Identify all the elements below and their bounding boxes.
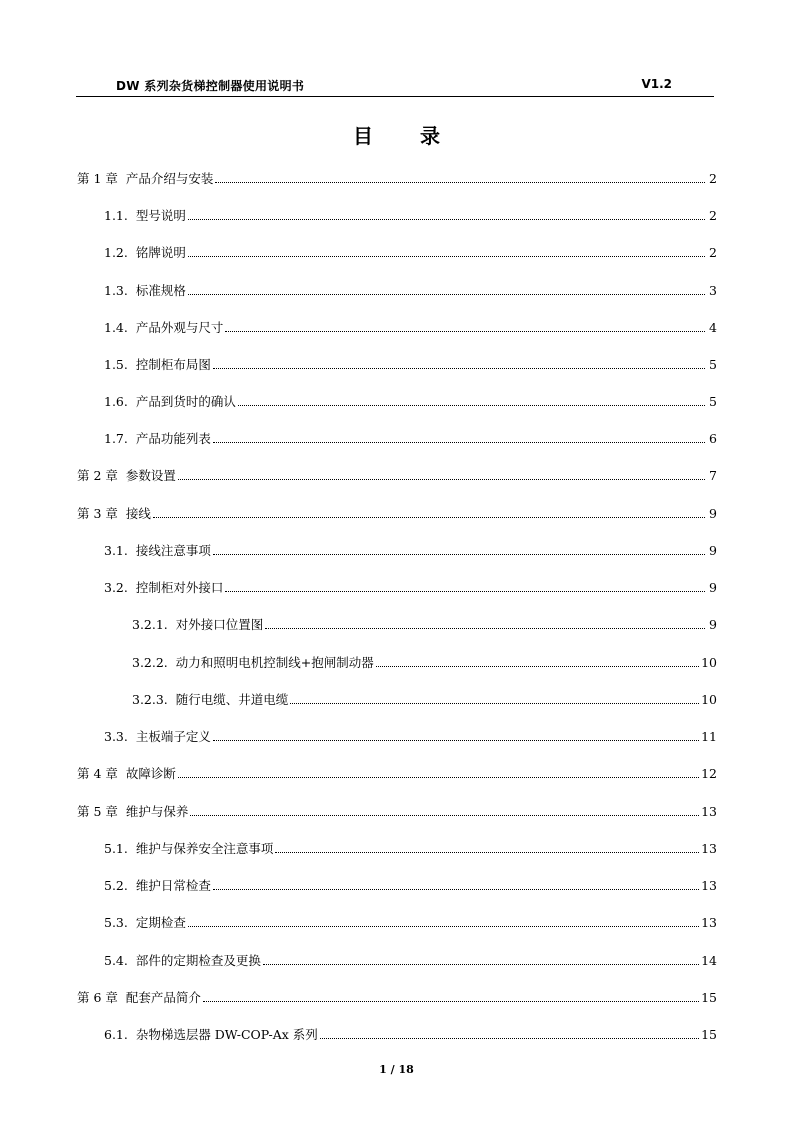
toc-entry[interactable] xyxy=(77,766,717,782)
toc-entry[interactable] xyxy=(77,468,717,484)
dot-leader xyxy=(178,776,699,778)
toc-entry-number: 第 1 章 xyxy=(77,171,126,186)
toc-entry-page: 9 xyxy=(709,506,717,521)
dot-leader xyxy=(290,702,699,704)
toc-entry-number: 1.6. xyxy=(104,394,136,409)
toc-entry-page: 13 xyxy=(701,915,717,930)
toc-entry[interactable] xyxy=(77,171,717,187)
toc-entry-page: 9 xyxy=(709,580,717,595)
document-title: DW 系列杂货梯控制器使用说明书 xyxy=(116,79,305,93)
version-label: V1.2 xyxy=(641,77,672,91)
toc-entry-number: 第 5 章 xyxy=(77,804,126,819)
toc-entry[interactable] xyxy=(132,655,717,671)
toc-entry-title: 对外接口位置图 xyxy=(175,617,264,632)
toc-entry-page: 4 xyxy=(709,320,717,335)
toc-entry-number: 5.2. xyxy=(104,878,136,893)
toc-entry-number: 1.4. xyxy=(104,320,136,335)
toc-entry-title: 部件的定期检查及更换 xyxy=(135,953,261,968)
toc-entry[interactable] xyxy=(104,431,717,447)
dot-leader xyxy=(265,627,705,629)
toc-entry-title: 随行电缆、井道电缆 xyxy=(175,692,289,707)
toc-entry[interactable] xyxy=(104,915,717,931)
dot-leader xyxy=(188,925,699,927)
toc-entry-page: 12 xyxy=(701,766,717,781)
toc-entry-number: 1.1. xyxy=(104,208,136,223)
toc-entry-title: 产品功能列表 xyxy=(135,431,211,446)
toc-entry-page: 5 xyxy=(709,394,717,409)
toc-entry-number: 第 4 章 xyxy=(77,766,126,781)
toc-entry-title: 产品介绍与安装 xyxy=(125,171,214,186)
toc-entry[interactable] xyxy=(104,245,717,261)
toc-entry-page: 11 xyxy=(701,729,717,744)
toc-entry-number: 3.2.3. xyxy=(132,692,176,707)
toc-entry[interactable] xyxy=(104,878,717,894)
dot-leader xyxy=(263,963,699,965)
toc-entry-page: 2 xyxy=(709,171,717,186)
toc-entry[interactable] xyxy=(132,617,717,633)
toc-entry-title: 维护日常检查 xyxy=(135,878,211,893)
toc-entry-title: 定期检查 xyxy=(135,915,186,930)
toc-entry[interactable] xyxy=(104,580,717,596)
toc-entry-number: 第 3 章 xyxy=(77,506,126,521)
toc-heading: 目 录 xyxy=(353,124,460,148)
page-header xyxy=(76,75,714,97)
dot-leader xyxy=(215,181,705,183)
toc-entry-page: 14 xyxy=(701,953,717,968)
page-number-footer: 1 / 18 xyxy=(379,1063,414,1076)
toc-entry-page: 13 xyxy=(701,804,717,819)
toc-entry-title: 配套产品简介 xyxy=(125,990,201,1005)
toc-entry-page: 6 xyxy=(709,431,717,446)
toc-entry-page: 2 xyxy=(709,208,717,223)
toc-entry-page: 7 xyxy=(709,468,717,483)
toc-entry-page: 10 xyxy=(701,692,717,707)
dot-leader xyxy=(190,814,699,816)
dot-leader xyxy=(238,404,705,406)
toc-entry-number: 1.2. xyxy=(104,245,136,260)
dot-leader xyxy=(320,1037,699,1039)
toc-entry[interactable] xyxy=(104,283,717,299)
toc-entry[interactable] xyxy=(104,953,717,969)
toc-entry-title: 产品到货时的确认 xyxy=(135,394,236,409)
dot-leader xyxy=(203,1000,699,1002)
toc-entry-number: 1.3. xyxy=(104,283,136,298)
toc-entry-page: 15 xyxy=(701,990,717,1005)
dot-leader xyxy=(188,293,705,295)
toc-entry-title: 接线注意事项 xyxy=(135,543,211,558)
toc-entry-number: 第 6 章 xyxy=(77,990,126,1005)
toc-entry-title: 控制柜布局图 xyxy=(135,357,211,372)
toc-entry-number: 1.7. xyxy=(104,431,136,446)
toc-entry-page: 15 xyxy=(701,1027,717,1042)
toc-entry-title: 主板端子定义 xyxy=(135,729,211,744)
toc-entry[interactable] xyxy=(104,208,717,224)
toc-entry-number: 3.2. xyxy=(104,580,136,595)
toc-entry-page: 9 xyxy=(709,543,717,558)
toc-entry-page: 3 xyxy=(709,283,717,298)
toc-entry-title: 维护与保养安全注意事项 xyxy=(135,841,274,856)
toc-entry[interactable] xyxy=(77,990,717,1006)
toc-entry-number: 5.3. xyxy=(104,915,136,930)
toc-entry-title: 动力和照明电机控制线+抱闸制动器 xyxy=(175,655,374,670)
toc-entry[interactable] xyxy=(104,543,717,559)
dot-leader xyxy=(376,665,699,667)
toc-entry-number: 3.1. xyxy=(104,543,136,558)
toc-entry-title: 铭牌说明 xyxy=(135,245,186,260)
dot-leader xyxy=(213,441,705,443)
toc-entry[interactable] xyxy=(104,1027,717,1043)
toc-entry-page: 13 xyxy=(701,841,717,856)
toc-entry-page: 5 xyxy=(709,357,717,372)
toc-entry-number: 3.2.1. xyxy=(132,617,176,632)
toc-entry[interactable] xyxy=(104,357,717,373)
toc-entry-title: 参数设置 xyxy=(125,468,176,483)
toc-entry-number: 5.4. xyxy=(104,953,136,968)
toc-entry[interactable] xyxy=(104,841,717,857)
toc-entry[interactable] xyxy=(77,804,717,820)
toc-entry-title: 接线 xyxy=(125,506,151,521)
dot-leader xyxy=(225,330,705,332)
dot-leader xyxy=(153,516,705,518)
dot-leader xyxy=(213,739,699,741)
toc-entry-title: 型号说明 xyxy=(135,208,186,223)
toc-entry[interactable] xyxy=(104,394,717,410)
toc-entry-title: 控制柜对外接口 xyxy=(135,580,224,595)
dot-leader xyxy=(225,590,705,592)
toc-entry-title: 维护与保养 xyxy=(125,804,189,819)
toc-entry-number: 3.3. xyxy=(104,729,136,744)
toc-entry[interactable] xyxy=(104,729,717,745)
dot-leader xyxy=(275,851,699,853)
dot-leader xyxy=(213,553,705,555)
toc-entry-number: 5.1. xyxy=(104,841,136,856)
dot-leader xyxy=(178,478,705,480)
toc-entry-title: 杂物梯选层器 DW-COP-Ax 系列 xyxy=(135,1027,318,1042)
dot-leader xyxy=(213,367,705,369)
toc-entry-page: 10 xyxy=(701,655,717,670)
toc-entry-number: 3.2.2. xyxy=(132,655,176,670)
toc-entry-page: 2 xyxy=(709,245,717,260)
toc-entry-title: 标准规格 xyxy=(135,283,186,298)
dot-leader xyxy=(188,218,705,220)
toc-entry-number: 1.5. xyxy=(104,357,136,372)
toc-entry[interactable] xyxy=(132,692,717,708)
toc-entry-number: 第 2 章 xyxy=(77,468,126,483)
toc-entry-title: 产品外观与尺寸 xyxy=(135,320,224,335)
toc-entry-title: 故障诊断 xyxy=(125,766,176,781)
toc-entry-number: 6.1. xyxy=(104,1027,136,1042)
toc-entry[interactable] xyxy=(104,320,717,336)
dot-leader xyxy=(188,255,705,257)
toc-entry-page: 13 xyxy=(701,878,717,893)
toc-entry[interactable] xyxy=(77,506,717,522)
dot-leader xyxy=(213,888,699,890)
toc-entry-page: 9 xyxy=(709,617,717,632)
